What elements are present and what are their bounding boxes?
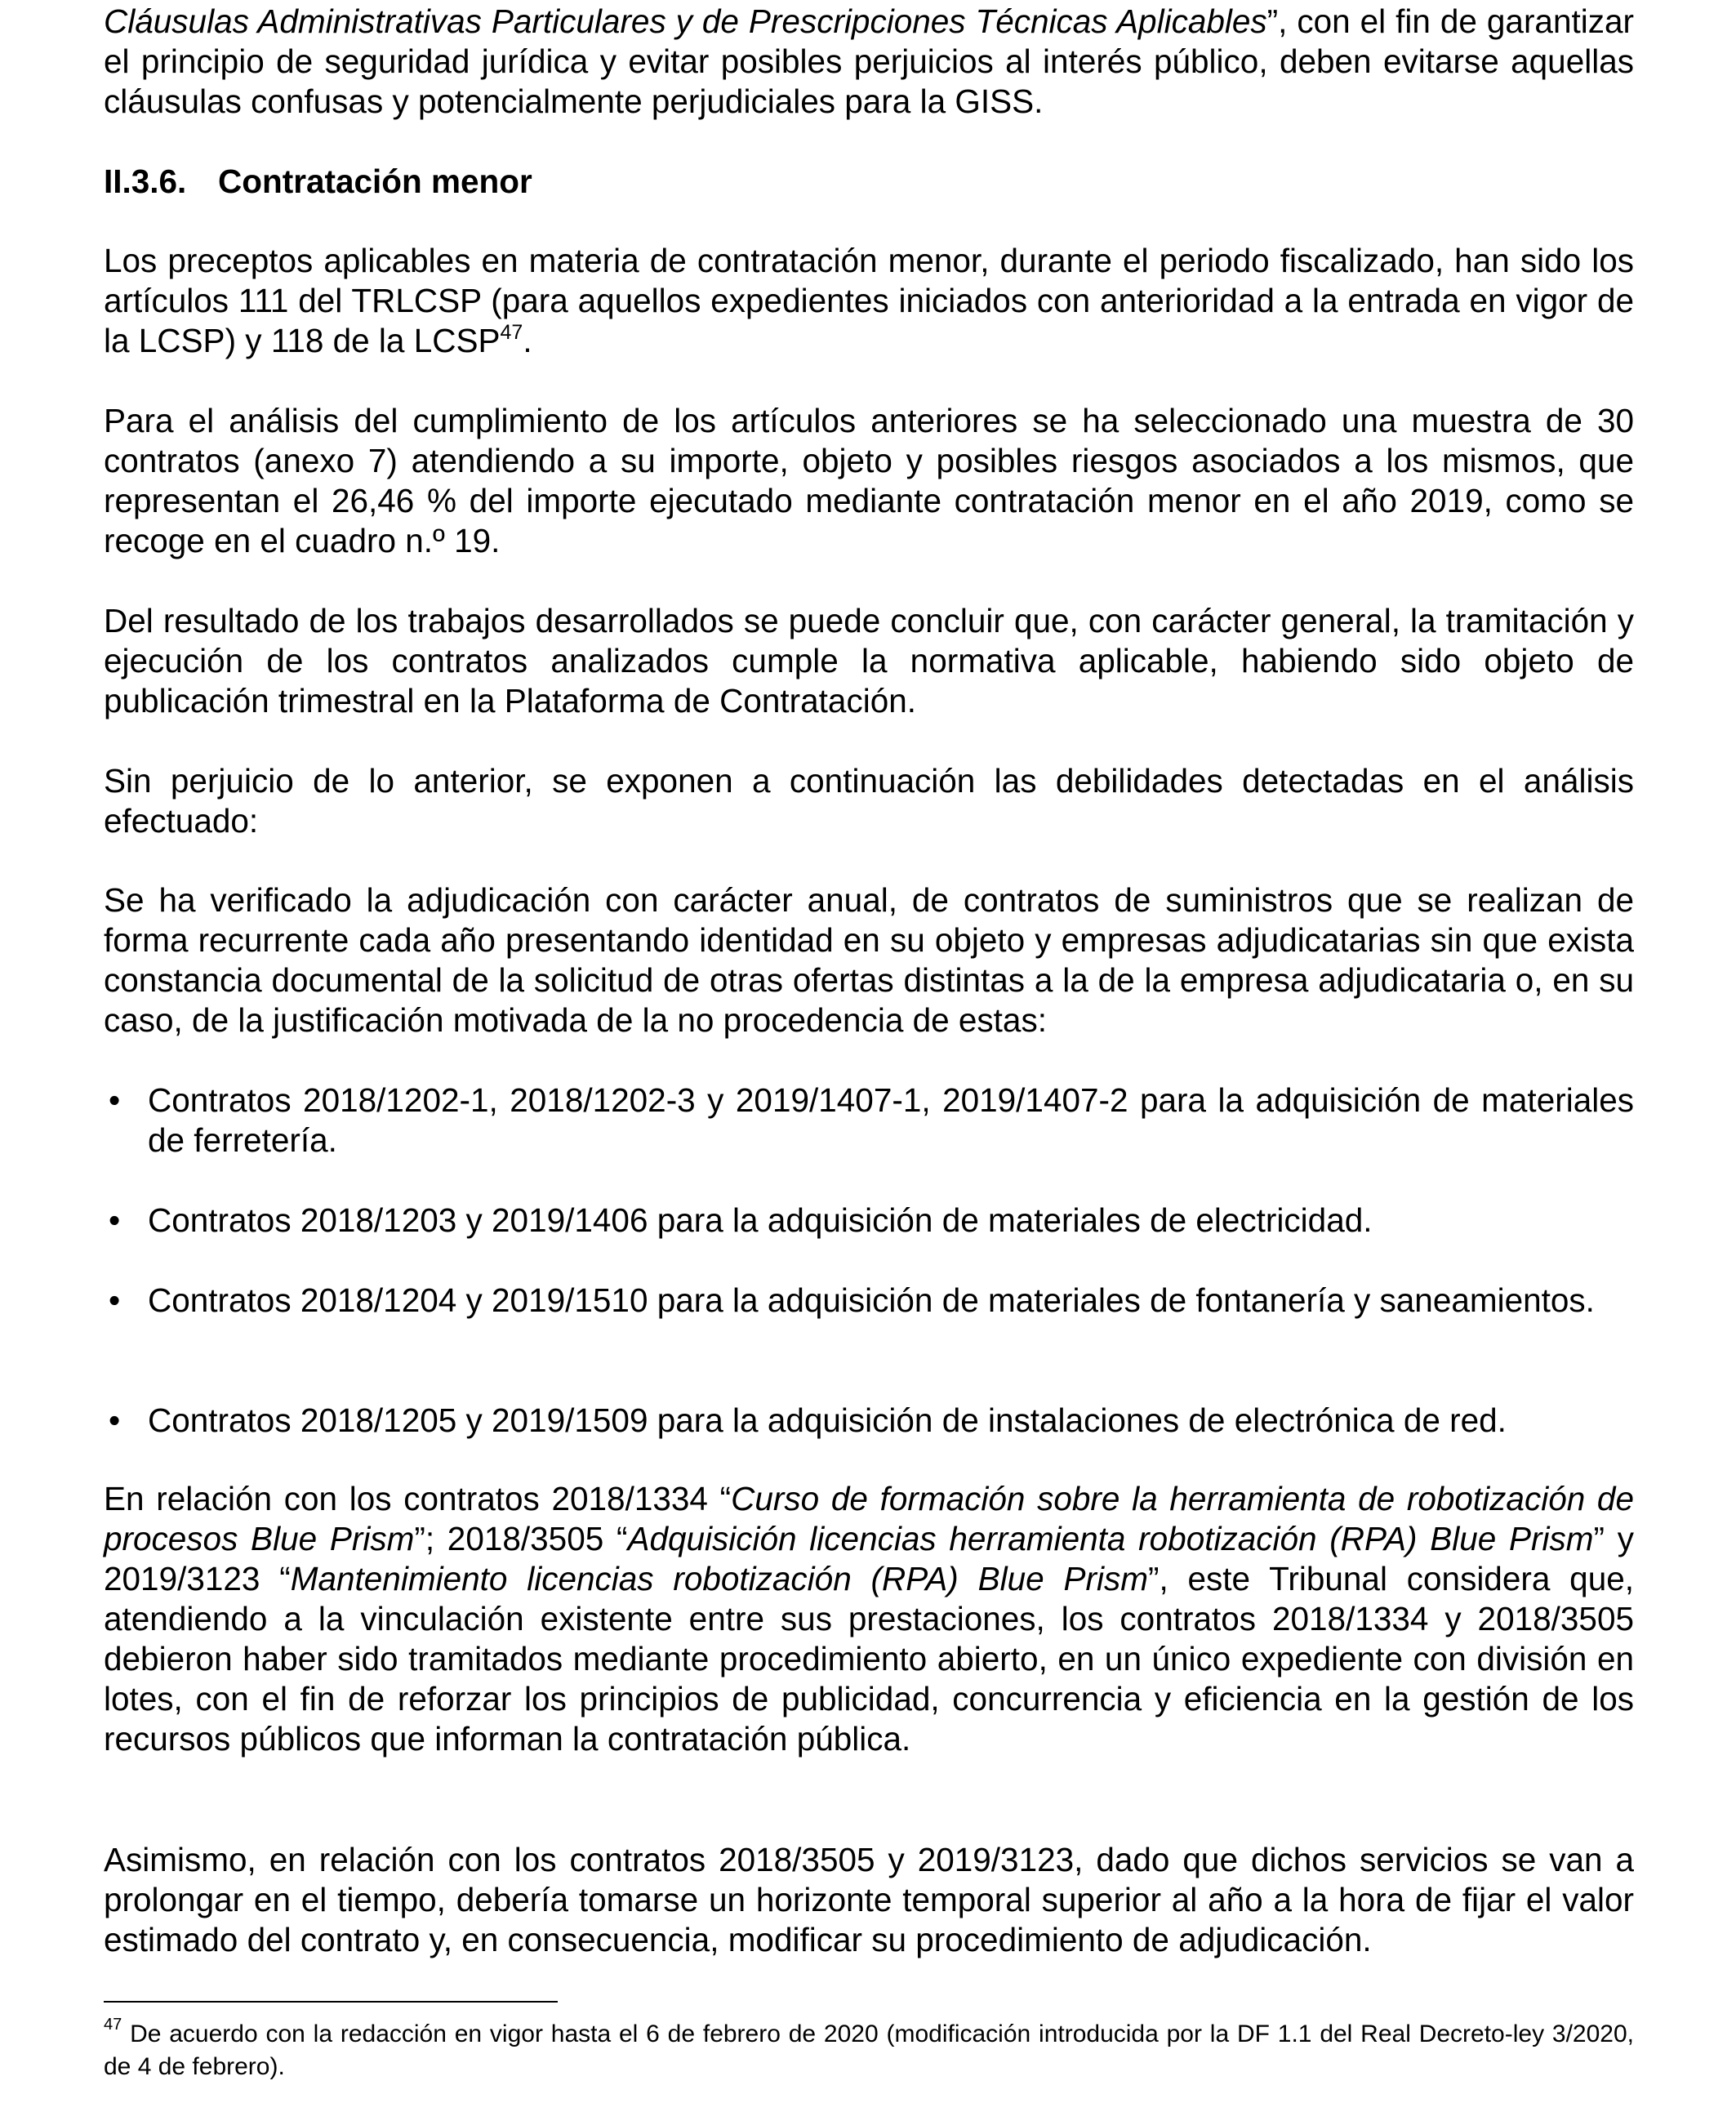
paragraph-blue-prism-italic-3: Mantenimiento licencias robotización (RPA) Blue Prism	[290, 1560, 1148, 1597]
paragraph-blue-prism-part-3: ” y 2019/3123 “	[104, 1520, 1634, 1597]
list-item	[104, 1201, 1634, 1241]
paragraph-adjudicacion: Se ha verificado la adjudicación con carácter anual, de contratos de suministros que se realizan de forma recurrente cada año presentando identidad en su objeto y empresas adjudicatarias sin que exista constancia documental de la solicitud de otras ofertas distintas a la de la empresa adjudicataria o, en su caso, de la justificación motivada de la no procedencia de estas:	[104, 881, 1634, 1039]
paragraph-resultado: Del resultado de los trabajos desarrollados se puede concluir que, con carácter general, la tramitación y ejecución de los contratos analizados cumple la normativa aplicable, habiendo sido objeto de publicación trimestral en la Plataforma de Contratación.	[104, 602, 1634, 720]
list-item-text: Contratos 2018/1204 y 2019/1510 para la adquisición de materiales de fontanería y saneamientos.	[148, 1281, 1595, 1319]
bullet-icon: •	[109, 1401, 121, 1439]
footnote	[104, 2018, 1634, 2083]
paragraph-debilidades: Sin perjuicio de lo anterior, se exponen a continuación las debilidades detectadas en el análisis efectuado:	[104, 762, 1634, 840]
bullet-icon: •	[109, 1201, 121, 1239]
paragraph-blue-prism-part-2: ”; 2018/3505 “	[414, 1520, 628, 1557]
paragraph-preceptos-end: .	[523, 322, 532, 359]
list-item-text: Contratos 2018/1203 y 2019/1406 para la adquisición de materiales de electricidad.	[148, 1201, 1373, 1239]
footnote-text: De acuerdo con la redacción en vigor hasta el 6 de febrero de 2020 (modificación introducida por la DF 1.1 del Real Decreto-ley 3/2020, de 4 de febrero).	[104, 2021, 1634, 2080]
paragraph-preceptos-text: Los preceptos aplicables en materia de contratación menor, durante el periodo fiscalizado, han sido los artículos 111 del TRLCSP (para aquellos expedientes iniciados con anterioridad a la entrada en vigor de la LCSP) y 118 de la LCSP	[104, 242, 1634, 359]
intro-paragraph	[104, 2, 1634, 122]
paragraph-blue-prism-part-1: En relación con los contratos 2018/1334 “	[104, 1480, 732, 1517]
list-item	[104, 1080, 1634, 1161]
paragraph-blue-prism	[104, 1479, 1634, 1759]
paragraph-asimismo: Asimismo, en relación con los contratos 2018/3505 y 2019/3123, dado que dichos servicios se van a prolongar en el tiempo, debería tomarse un horizonte temporal superior al año a la hora de fijar el valor estimado del contrato y, en consecuencia, modificar su procedimiento de adjudicación.	[104, 1841, 1634, 1958]
footnote-number: 47	[104, 2016, 122, 2034]
bullet-icon: •	[109, 1281, 121, 1319]
list-item-text: Contratos 2018/1205 y 2019/1509 para la adquisición de instalaciones de electrónica de red.	[148, 1401, 1507, 1439]
section-number: II.3.6.	[104, 163, 187, 200]
bullet-icon: •	[109, 1081, 121, 1119]
section-heading	[104, 162, 1634, 202]
paragraph-blue-prism-italic-1: Curso de formación sobre la herramienta de robotización de procesos Blue Prism	[104, 1480, 1634, 1557]
section-title: Contratación menor	[218, 163, 532, 200]
footnote-reference: 47	[500, 320, 523, 344]
intro-rest: ”, con el fin de garantizar el principio de seguridad jurídica y evitar posibles perjuicios al interés público, deben evitarse aquellas cláusulas confusas y potencialmente perjudiciales para la GISS.	[104, 2, 1634, 120]
intro-italic-title: Cláusulas Administrativas Particulares y de Prescripciones Técnicas Aplicables	[104, 2, 1267, 40]
list-item-text: Contratos 2018/1202-1, 2018/1202-3 y 2019/1407-1, 2019/1407-2 para la adquisición de materiales de ferretería.	[148, 1081, 1634, 1159]
paragraph-blue-prism-italic-2: Adquisición licencias herramienta robotización (RPA) Blue Prism	[627, 1520, 1594, 1557]
list-item	[104, 1281, 1634, 1321]
paragraph-muestra: Para el análisis del cumplimiento de los artículos anteriores se ha seleccionado una muestra de 30 contratos (anexo 7) atendiendo a su importe, objeto y posibles riesgos asociados a los mismos, que representan el 26,46 % del importe ejecutado mediante contratación menor en el año 2019, como se recoge en el cuadro n.º 19.	[104, 402, 1634, 559]
paragraph-preceptos	[104, 241, 1634, 361]
list-item	[104, 1401, 1634, 1441]
footnote-divider	[104, 2001, 558, 2003]
paragraph-blue-prism-part-4: ”, este Tribunal considera que, atendiendo a la vinculación existente entre sus prestaciones, los contratos 2018/1334 y 2018/3505 debieron haber sido tramitados mediante procedimiento abierto, en un único expediente con división en lotes, con el fin de reforzar los principios de publicidad, concurrencia y eficiencia en la gestión de los recursos públicos que informan la contratación pública.	[104, 1560, 1635, 1758]
